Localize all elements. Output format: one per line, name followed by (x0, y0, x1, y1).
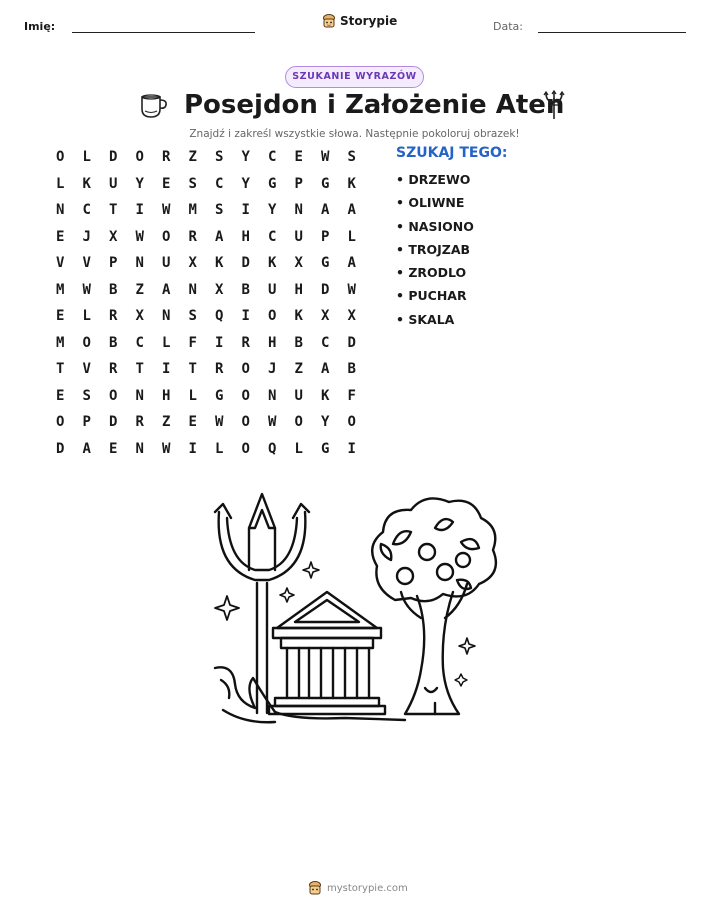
grid-cell[interactable]: H (241, 228, 250, 245)
grid-cell[interactable]: L (56, 175, 65, 192)
grid-cell[interactable]: W (215, 414, 224, 430)
grid-cell[interactable]: Z (162, 414, 171, 430)
footer (308, 880, 408, 896)
grid-cell[interactable]: E (294, 149, 303, 165)
grid-cell[interactable]: E (188, 414, 197, 430)
grid-cell[interactable]: N (162, 308, 171, 324)
grid-cell[interactable]: N (135, 255, 144, 271)
word-item: • SKALA (396, 311, 455, 327)
grid-cell[interactable]: O (241, 414, 250, 430)
grid-cell[interactable]: O (56, 149, 65, 165)
grid-cell[interactable]: N (188, 281, 197, 298)
word-item: • NASIONO (396, 218, 474, 234)
grid-cell[interactable]: K (268, 255, 277, 271)
grid-cell[interactable]: L (162, 334, 171, 351)
grid-cell[interactable]: I (188, 440, 197, 457)
grid-cell[interactable]: J (268, 361, 277, 377)
grid-cell[interactable]: I (241, 308, 250, 324)
grid-cell[interactable]: G (321, 175, 330, 192)
grid-cell[interactable]: R (109, 361, 118, 377)
pie-mascot-icon (322, 13, 336, 29)
grid-cell[interactable]: O (56, 414, 65, 430)
grid-cell[interactable]: S (215, 149, 224, 165)
grid-cell[interactable]: A (162, 281, 171, 298)
grid-cell[interactable]: C (215, 175, 224, 192)
grid-cell[interactable]: I (162, 361, 171, 377)
grid-row (47, 387, 365, 414)
grid-cell[interactable]: W (162, 440, 171, 457)
grid-row (47, 254, 365, 281)
grid-cell[interactable]: B (241, 281, 250, 298)
grid-cell[interactable]: P (321, 228, 330, 245)
name-line (72, 32, 255, 33)
grid-row (47, 148, 365, 175)
grid-cell[interactable]: S (347, 149, 356, 165)
grid-cell[interactable]: R (109, 308, 118, 324)
grid-cell[interactable]: P (82, 414, 91, 430)
cup-icon (139, 92, 169, 120)
grid-cell[interactable]: B (347, 361, 356, 377)
grid-cell[interactable]: O (347, 414, 356, 430)
grid-cell[interactable]: K (294, 308, 303, 324)
grid-cell[interactable]: E (109, 440, 118, 457)
grid-cell[interactable]: N (294, 202, 303, 218)
grid-cell[interactable]: R (135, 414, 144, 430)
grid-cell[interactable]: C (268, 228, 277, 245)
word-item: • ZRODLO (396, 265, 467, 281)
grid-cell[interactable]: M (56, 281, 65, 298)
grid-cell[interactable]: A (321, 361, 330, 377)
grid-cell[interactable]: Z (135, 281, 144, 298)
brand-name: Storypie (340, 14, 398, 28)
grid-cell[interactable]: E (162, 175, 171, 192)
grid-cell[interactable]: I (241, 202, 250, 218)
grid-cell[interactable]: X (347, 308, 356, 324)
grid-cell[interactable]: H (162, 387, 171, 404)
grid-cell[interactable]: S (188, 308, 197, 324)
grid-cell[interactable]: D (109, 149, 118, 165)
grid-cell[interactable]: V (56, 255, 65, 271)
grid-cell[interactable]: W (162, 202, 171, 218)
grid-cell[interactable]: Y (135, 175, 144, 192)
grid-cell[interactable]: D (56, 440, 65, 457)
grid-cell[interactable]: Q (268, 440, 277, 457)
grid-cell[interactable]: Y (321, 414, 330, 430)
footer-url: mystorypie.com (327, 882, 408, 894)
name-label: Imię: (24, 20, 56, 33)
grid-cell[interactable]: D (109, 414, 118, 430)
grid-cell[interactable]: D (347, 334, 356, 351)
grid-cell[interactable]: H (268, 334, 277, 351)
word-item: • OLIWNE (396, 195, 465, 211)
grid-cell[interactable]: K (82, 175, 91, 192)
grid-cell[interactable]: R (241, 334, 250, 351)
grid-cell[interactable]: A (215, 228, 224, 245)
grid-cell[interactable]: K (347, 175, 356, 192)
grid-cell[interactable]: F (347, 387, 356, 404)
grid-cell[interactable]: K (215, 255, 224, 271)
grid-row (47, 440, 365, 467)
grid-cell[interactable]: X (188, 255, 197, 271)
grid-cell[interactable]: U (294, 387, 303, 404)
word-search-grid[interactable] (47, 148, 365, 466)
grid-cell[interactable]: B (294, 334, 303, 351)
grid-cell[interactable]: U (109, 175, 118, 192)
grid-cell[interactable]: X (109, 228, 118, 245)
grid-row (47, 413, 365, 440)
grid-cell[interactable]: J (82, 228, 91, 245)
grid-row (47, 334, 365, 361)
grid-cell[interactable]: E (56, 228, 65, 245)
grid-cell[interactable]: B (109, 334, 118, 351)
grid-cell[interactable]: G (321, 255, 330, 271)
grid-cell[interactable]: T (135, 361, 144, 377)
grid-cell[interactable]: O (135, 149, 144, 165)
grid-cell[interactable]: G (268, 175, 277, 192)
trident-icon (543, 90, 565, 120)
grid-cell[interactable]: A (347, 202, 356, 218)
date-label: Data: (493, 20, 523, 33)
grid-cell[interactable]: X (321, 308, 330, 324)
words-heading: SZUKAJ TEGO: (396, 145, 508, 161)
word-item: • DRZEWO (396, 172, 471, 187)
grid-cell[interactable]: Z (188, 149, 197, 165)
grid-cell[interactable]: C (135, 334, 144, 351)
grid-cell[interactable]: R (188, 228, 197, 245)
grid-cell[interactable]: T (109, 202, 118, 218)
grid-cell[interactable]: O (268, 308, 277, 324)
date-line (538, 32, 686, 33)
grid-cell[interactable]: N (135, 440, 144, 457)
grid-cell[interactable]: U (162, 255, 171, 271)
grid-cell[interactable]: W (347, 281, 356, 298)
grid-cell[interactable]: Y (241, 175, 250, 192)
page-title: Posejdon i Założenie Aten (184, 90, 565, 120)
word-item: • PUCHAR (396, 288, 467, 304)
grid-cell[interactable]: Q (215, 308, 224, 324)
grid-cell[interactable]: H (294, 281, 303, 298)
grid-cell[interactable]: W (82, 281, 91, 298)
grid-cell[interactable]: S (82, 387, 91, 404)
grid-cell[interactable]: C (321, 334, 330, 351)
grid-cell[interactable]: N (135, 387, 144, 404)
grid-cell[interactable]: Y (268, 202, 277, 218)
grid-cell[interactable]: X (135, 308, 144, 324)
grid-cell[interactable]: M (56, 334, 65, 351)
grid-row (47, 307, 365, 334)
grid-row (47, 360, 365, 387)
grid-cell[interactable]: C (268, 149, 277, 165)
grid-cell[interactable]: O (241, 440, 250, 457)
pie-mascot-icon (308, 880, 322, 896)
grid-cell[interactable]: L (82, 308, 91, 324)
grid-cell[interactable]: O (241, 387, 250, 404)
grid-cell[interactable]: V (82, 361, 91, 377)
brand-logo (322, 13, 397, 29)
grid-cell[interactable]: D (321, 281, 330, 298)
grid-cell[interactable]: W (135, 228, 144, 245)
grid-cell[interactable]: T (56, 361, 65, 377)
grid-cell[interactable]: X (294, 255, 303, 271)
grid-row (47, 281, 365, 308)
grid-cell[interactable]: L (347, 228, 356, 245)
grid-cell[interactable]: A (82, 440, 91, 457)
grid-cell[interactable]: M (188, 202, 197, 218)
grid-cell[interactable]: O (82, 334, 91, 351)
grid-cell[interactable]: W (268, 414, 277, 430)
grid-cell[interactable]: K (321, 387, 330, 404)
grid-cell[interactable]: A (321, 202, 330, 218)
grid-cell[interactable]: P (109, 255, 118, 271)
grid-cell[interactable]: O (294, 414, 303, 430)
grid-cell[interactable]: G (215, 387, 224, 404)
grid-cell[interactable]: R (215, 361, 224, 377)
grid-cell[interactable]: E (56, 308, 65, 324)
category-badge: SZUKANIE WYRAZÓW (285, 66, 424, 88)
word-item: • TROJZAB (396, 241, 471, 257)
grid-cell[interactable]: U (294, 228, 303, 245)
grid-cell[interactable]: F (188, 334, 197, 351)
grid-cell[interactable]: I (347, 440, 356, 457)
grid-cell[interactable]: E (56, 387, 65, 404)
grid-row (47, 175, 365, 202)
grid-cell[interactable]: U (268, 281, 277, 298)
grid-cell[interactable]: A (347, 255, 356, 271)
grid-row (47, 201, 365, 228)
grid-cell[interactable]: S (188, 175, 197, 192)
grid-cell[interactable]: N (56, 202, 65, 218)
grid-cell[interactable]: P (294, 175, 303, 192)
grid-cell[interactable]: Z (294, 361, 303, 377)
grid-cell[interactable]: Y (241, 149, 250, 165)
grid-cell[interactable]: W (321, 149, 330, 165)
grid-cell[interactable]: D (241, 255, 250, 271)
grid-cell[interactable]: O (162, 228, 171, 245)
grid-cell[interactable]: L (215, 440, 224, 457)
grid-cell[interactable]: O (109, 387, 118, 404)
grid-cell[interactable]: B (109, 281, 118, 298)
grid-cell[interactable]: R (162, 149, 171, 165)
grid-cell[interactable]: S (215, 202, 224, 218)
grid-cell[interactable]: I (135, 202, 144, 218)
grid-cell[interactable]: L (82, 149, 91, 165)
word-list (396, 172, 474, 335)
grid-cell[interactable]: V (82, 255, 91, 271)
grid-cell[interactable]: O (241, 361, 250, 377)
grid-cell[interactable]: G (321, 440, 330, 457)
trident-temple-olive-tree-illustration (205, 488, 505, 753)
grid-cell[interactable]: L (188, 387, 197, 404)
grid-cell[interactable]: X (215, 281, 224, 298)
grid-cell[interactable]: T (188, 361, 197, 377)
grid-cell[interactable]: I (215, 334, 224, 351)
instructions: Znajdź i zakreśl wszystkie słowa. Następnie pokoloruj obrazek! (189, 128, 520, 140)
grid-cell[interactable]: L (294, 440, 303, 457)
grid-row (47, 228, 365, 255)
grid-cell[interactable]: N (268, 387, 277, 404)
grid-cell[interactable]: C (82, 202, 91, 218)
